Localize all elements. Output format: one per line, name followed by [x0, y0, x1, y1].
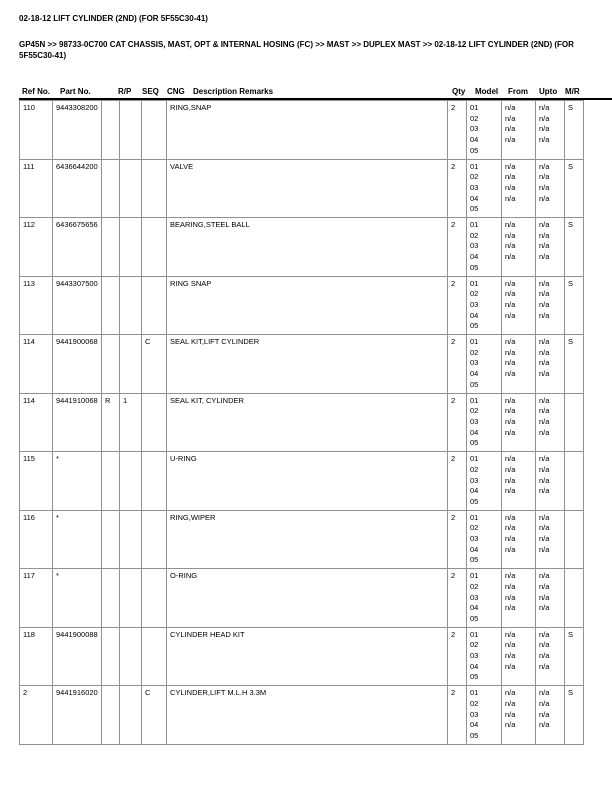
- table-row: [20, 569, 584, 628]
- cell-upto: n/a n/a n/a n/a: [536, 569, 565, 628]
- cell-from: n/a n/a n/a n/a: [502, 335, 536, 394]
- cell-model: 01 02 03 04 05: [467, 276, 502, 335]
- col-header-from: From: [508, 87, 528, 96]
- cell-ref-no: 2: [20, 686, 53, 745]
- table-row: [20, 452, 584, 511]
- cell-part-no: 6436675656: [53, 218, 102, 277]
- cell-qty: 2: [448, 452, 467, 511]
- cell-cng: C: [142, 686, 167, 745]
- table-row: [20, 276, 584, 335]
- cell-description: U-RING: [167, 452, 448, 511]
- cell-ref-no: 114: [20, 335, 53, 394]
- cell-description: VALVE: [167, 159, 448, 218]
- cell-part-no: 6436644200: [53, 159, 102, 218]
- cell-cng: [142, 569, 167, 628]
- cell-ref-no: 116: [20, 510, 53, 569]
- cell-qty: 2: [448, 510, 467, 569]
- cell-description: CYLINDER HEAD KIT: [167, 627, 448, 686]
- cell-qty: 2: [448, 159, 467, 218]
- cell-from: n/a n/a n/a n/a: [502, 627, 536, 686]
- cell-mr: [565, 569, 584, 628]
- cell-rp: [102, 159, 120, 218]
- cell-seq: [120, 335, 142, 394]
- cell-mr: S: [565, 276, 584, 335]
- cell-description: SEAL KIT, CYLINDER: [167, 393, 448, 452]
- col-header-seq: SEQ: [142, 87, 159, 96]
- cell-mr: S: [565, 218, 584, 277]
- cell-cng: [142, 218, 167, 277]
- cell-upto: n/a n/a n/a n/a: [536, 627, 565, 686]
- cell-part-no: 9441900088: [53, 627, 102, 686]
- cell-rp: [102, 276, 120, 335]
- cell-part-no: 9443307500: [53, 276, 102, 335]
- cell-qty: 2: [448, 218, 467, 277]
- cell-upto: n/a n/a n/a n/a: [536, 276, 565, 335]
- cell-upto: n/a n/a n/a n/a: [536, 218, 565, 277]
- cell-model: 01 02 03 04 05: [467, 335, 502, 394]
- col-header-description: Description Remarks: [193, 87, 274, 96]
- cell-from: n/a n/a n/a n/a: [502, 159, 536, 218]
- cell-rp: R: [102, 393, 120, 452]
- cell-mr: [565, 510, 584, 569]
- cell-ref-no: 115: [20, 452, 53, 511]
- cell-from: n/a n/a n/a n/a: [502, 393, 536, 452]
- cell-cng: [142, 452, 167, 511]
- cell-cng: [142, 627, 167, 686]
- cell-cng: [142, 510, 167, 569]
- cell-qty: 2: [448, 393, 467, 452]
- cell-model: 01 02 03 04 05: [467, 452, 502, 511]
- cell-from: n/a n/a n/a n/a: [502, 276, 536, 335]
- cell-model: 01 02 03 04 05: [467, 159, 502, 218]
- cell-upto: n/a n/a n/a n/a: [536, 510, 565, 569]
- cell-upto: n/a n/a n/a n/a: [536, 452, 565, 511]
- cell-seq: [120, 510, 142, 569]
- cell-seq: [120, 159, 142, 218]
- cell-ref-no: 113: [20, 276, 53, 335]
- cell-mr: S: [565, 686, 584, 745]
- cell-seq: [120, 569, 142, 628]
- cell-rp: [102, 569, 120, 628]
- cell-part-no: *: [53, 510, 102, 569]
- col-header-rp: R/P: [118, 87, 132, 96]
- cell-description: RING SNAP: [167, 276, 448, 335]
- cell-ref-no: 112: [20, 218, 53, 277]
- col-header-cng: CNG: [167, 87, 185, 96]
- cell-from: n/a n/a n/a n/a: [502, 510, 536, 569]
- cell-from: n/a n/a n/a n/a: [502, 569, 536, 628]
- cell-description: SEAL KIT,LIFT CYLINDER: [167, 335, 448, 394]
- cell-qty: 2: [448, 335, 467, 394]
- cell-cng: [142, 393, 167, 452]
- table-header-row: [0, 87, 612, 98]
- parts-table: [19, 100, 584, 745]
- cell-mr: S: [565, 101, 584, 160]
- table-row: [20, 686, 584, 745]
- cell-mr: S: [565, 627, 584, 686]
- cell-seq: [120, 627, 142, 686]
- breadcrumb: GP45N >> 98733-0C700 CAT CHASSIS, MAST, OPT & INTERNAL HOSING (FC) >> MAST >> DUPLEX MAST >> 02-18-12 LIFT CYLINDER (2ND) (FOR 5F55C30-41): [19, 40, 574, 60]
- cell-mr: S: [565, 159, 584, 218]
- cell-upto: n/a n/a n/a n/a: [536, 686, 565, 745]
- cell-part-no: *: [53, 569, 102, 628]
- cell-description: CYLINDER,LIFT M.L.H 3.3M: [167, 686, 448, 745]
- cell-mr: [565, 452, 584, 511]
- parts-table-body: [20, 101, 584, 745]
- cell-upto: n/a n/a n/a n/a: [536, 335, 565, 394]
- cell-description: RING,WIPER: [167, 510, 448, 569]
- cell-upto: n/a n/a n/a n/a: [536, 101, 565, 160]
- cell-mr: [565, 393, 584, 452]
- cell-seq: [120, 452, 142, 511]
- cell-seq: [120, 686, 142, 745]
- cell-model: 01 02 03 04 05: [467, 101, 502, 160]
- cell-model: 01 02 03 04 05: [467, 627, 502, 686]
- cell-part-no: 9441900068: [53, 335, 102, 394]
- cell-upto: n/a n/a n/a n/a: [536, 159, 565, 218]
- cell-model: 01 02 03 04 05: [467, 686, 502, 745]
- col-header-mr: M/R: [565, 87, 580, 96]
- table-row: [20, 510, 584, 569]
- cell-qty: 2: [448, 276, 467, 335]
- cell-rp: [102, 452, 120, 511]
- col-header-ref-no: Ref No.: [22, 87, 50, 96]
- cell-seq: [120, 218, 142, 277]
- cell-description: RING,SNAP: [167, 101, 448, 160]
- cell-rp: [102, 510, 120, 569]
- cell-upto: n/a n/a n/a n/a: [536, 393, 565, 452]
- cell-qty: 2: [448, 686, 467, 745]
- cell-model: 01 02 03 04 05: [467, 569, 502, 628]
- cell-part-no: 9443308200: [53, 101, 102, 160]
- cell-part-no: *: [53, 452, 102, 511]
- cell-part-no: 9441910068: [53, 393, 102, 452]
- cell-from: n/a n/a n/a n/a: [502, 452, 536, 511]
- table-row: [20, 159, 584, 218]
- cell-cng: [142, 159, 167, 218]
- cell-cng: [142, 276, 167, 335]
- cell-ref-no: 111: [20, 159, 53, 218]
- cell-from: n/a n/a n/a n/a: [502, 101, 536, 160]
- cell-ref-no: 117: [20, 569, 53, 628]
- col-header-model: Model: [475, 87, 499, 96]
- cell-ref-no: 110: [20, 101, 53, 160]
- cell-rp: [102, 218, 120, 277]
- cell-rp: [102, 686, 120, 745]
- cell-rp: [102, 335, 120, 394]
- cell-qty: 2: [448, 101, 467, 160]
- table-row: [20, 335, 584, 394]
- cell-rp: [102, 627, 120, 686]
- cell-ref-no: 114: [20, 393, 53, 452]
- page-title: 02-18-12 LIFT CYLINDER (2ND) (FOR 5F55C30-41): [19, 14, 208, 23]
- cell-qty: 2: [448, 627, 467, 686]
- table-row: [20, 393, 584, 452]
- cell-seq: [120, 276, 142, 335]
- cell-ref-no: 118: [20, 627, 53, 686]
- table-row: [20, 627, 584, 686]
- cell-cng: [142, 101, 167, 160]
- cell-mr: S: [565, 335, 584, 394]
- cell-qty: 2: [448, 569, 467, 628]
- cell-cng: C: [142, 335, 167, 394]
- cell-rp: [102, 101, 120, 160]
- cell-from: n/a n/a n/a n/a: [502, 686, 536, 745]
- table-row: [20, 101, 584, 160]
- cell-model: 01 02 03 04 05: [467, 510, 502, 569]
- cell-seq: 1: [120, 393, 142, 452]
- cell-seq: [120, 101, 142, 160]
- cell-from: n/a n/a n/a n/a: [502, 218, 536, 277]
- col-header-upto: Upto: [539, 87, 558, 96]
- cell-part-no: 9441916020: [53, 686, 102, 745]
- cell-model: 01 02 03 04 05: [467, 393, 502, 452]
- cell-description: O-RING: [167, 569, 448, 628]
- table-row: [20, 218, 584, 277]
- col-header-part-no: Part No.: [60, 87, 91, 96]
- cell-model: 01 02 03 04 05: [467, 218, 502, 277]
- col-header-qty: Qty: [452, 87, 466, 96]
- cell-description: BEARING,STEEL BALL: [167, 218, 448, 277]
